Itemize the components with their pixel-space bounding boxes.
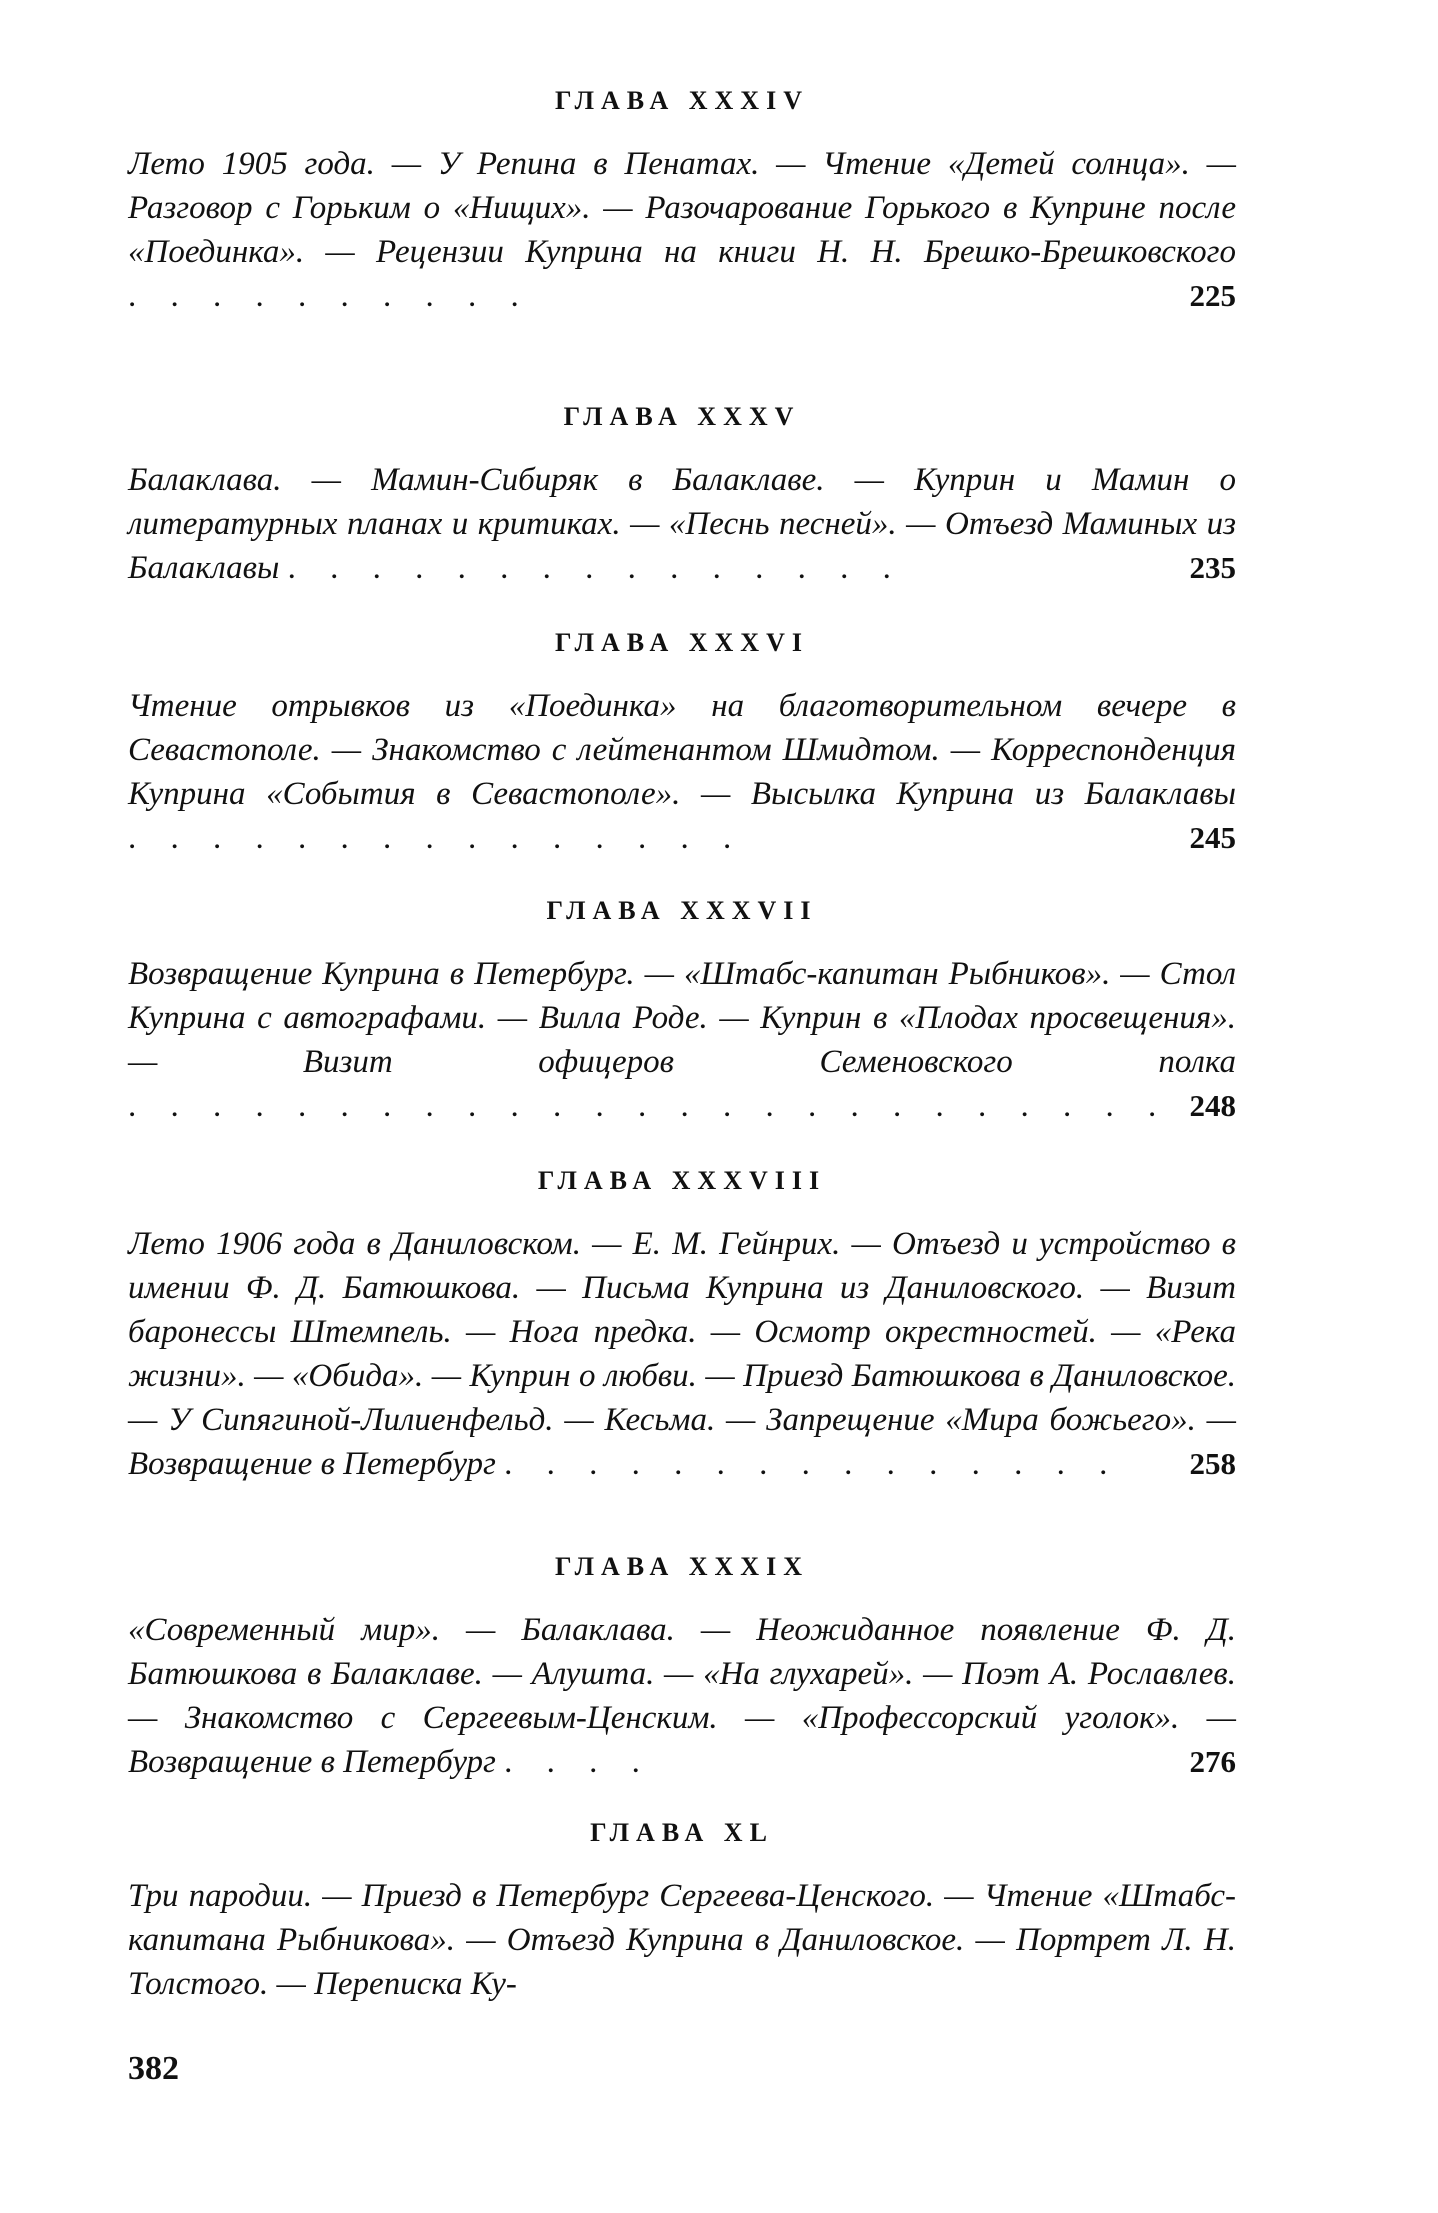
chapter-xxxvii — [128, 896, 1236, 1128]
chapter-xxxiv — [128, 86, 1236, 318]
dot-leader: . . . . . . . . . . . . . . . — [504, 1446, 1121, 1482]
page-number: 225 — [1189, 278, 1236, 313]
chapter-heading: ГЛАВА XXXVII — [546, 896, 818, 925]
summary-text: Чтение отрывков из «Поединка» на благотворительном вечере в Севастополе. — Знакомство с лейтенантом Шмидтом. — Корреспонденция Куприна «События в Севастополе». — Высылка Куприна из Балаклавы — [128, 688, 1236, 812]
dot-leader: . . . . . . . . . . . . . . . — [287, 550, 904, 586]
chapter-summary — [128, 684, 1236, 860]
summary-text: Три пародии. — Приезд в Петербург Сергеева-Ценского. — Чтение «Штабс-капитана Рыбникова». — Отъезд Куприна в Даниловское. — Портрет Л. Н. Толстого. — Переписка Ку- — [128, 1878, 1236, 2002]
chapter-xxxviii — [128, 1166, 1236, 1486]
chapter-heading: ГЛАВА XXXIV — [555, 86, 809, 115]
dot-leader: . . . . . . . . . . — [128, 278, 532, 314]
chapter-heading: ГЛАВА XXXV — [563, 402, 801, 431]
dot-leader: . . . . . . . . . . . . . . . — [128, 820, 745, 856]
page-number: 245 — [1189, 820, 1236, 855]
summary-text: Лето 1905 года. — У Репина в Пенатах. — Чтение «Детей солнца». — Разговор с Горьким о «Нищих». — Разочарование Горького в Куприне после «Поединка». — Рецензии Куприна на книги Н. Н. Брешко-Брешковского — [128, 146, 1236, 270]
chapter-xxxvi — [128, 628, 1236, 860]
chapter-heading: ГЛАВА XXXVIII — [537, 1166, 827, 1195]
summary-text: Лето 1906 года в Даниловском. — Е. М. Гейнрих. — Отъезд и устройство в имении Ф. Д. Батюшкова. — Письма Куприна из Даниловского. — Визит баронессы Штемпель. — Нога предка. — Осмотр окрестностей. — «Река жизни». — «Обида». — Куприн о любви. — Приезд Батюшкова в Даниловское. — У Сипягиной-Лилиенфельд. — Кесьма. — Запрещение «Мира божьего». — Возвращение в Петербург — [128, 1226, 1236, 1482]
chapter-summary — [128, 142, 1236, 318]
chapter-summary — [128, 458, 1236, 590]
page-number: 235 — [1189, 550, 1236, 585]
chapter-heading: ГЛАВА XXXVI — [555, 628, 809, 657]
summary-text: Возвращение Куприна в Петербург. — «Штабс-капитан Рыбников». — Стол Куприна с автографами. — Вилла Роде. — Куприн в «Плодах просвещения». — Визит офицеров Семеновского полка — [128, 956, 1236, 1080]
page-number: 276 — [1189, 1744, 1236, 1779]
chapter-heading: ГЛАВА XXXIX — [555, 1552, 809, 1581]
page-number: 248 — [1189, 1088, 1236, 1123]
page-number: 258 — [1189, 1446, 1236, 1481]
summary-text: «Современный мир». — Балаклава. — Неожиданное появление Ф. Д. Батюшкова в Балаклаве. — Алушта. — «На глухарей». — Поэт А. Рославлев. — Знакомство с Сергеевым-Ценским. — «Профессорский уголок». — Возвращение в Петербург — [128, 1612, 1236, 1780]
chapter-summary — [128, 1874, 1236, 2006]
chapter-xxxv — [128, 402, 1236, 590]
page-folio-number: 382 — [128, 2050, 179, 2087]
chapter-summary — [128, 1608, 1236, 1784]
chapter-summary — [128, 1222, 1236, 1486]
dot-leader: . . . . — [504, 1744, 653, 1780]
dot-leader: . . . . . . . . . . . . . . . . . . . . . . . . . — [128, 1088, 1170, 1124]
chapter-summary — [128, 952, 1236, 1128]
summary-text: Балаклава. — Мамин-Сибиряк в Балаклаве. — Куприн и Мамин о литературных планах и критиках. — «Песнь песней». — Отъезд Маминых из Балаклавы — [128, 462, 1236, 586]
chapter-heading: ГЛАВА XL — [590, 1818, 774, 1847]
chapter-xl — [128, 1818, 1236, 2006]
chapter-xxxix — [128, 1552, 1236, 1784]
